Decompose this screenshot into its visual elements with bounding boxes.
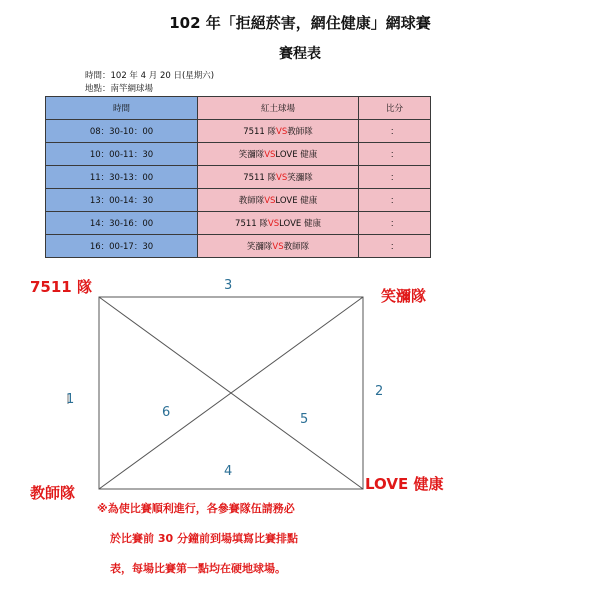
match-time-cell: 14：30-16：00 (46, 212, 198, 235)
header-time: 時間 (46, 97, 198, 120)
team-label-bottom-right: LOVE 健康 (365, 475, 444, 493)
score-cell[interactable]: ： (359, 189, 431, 212)
match-number-top: 3 (224, 278, 233, 293)
score-cell[interactable]: ： (359, 235, 431, 258)
team-b-name: LOVE 健康 (279, 219, 321, 229)
event-venue: 地點：南竿網球場 (85, 84, 154, 94)
vs-label: VS (264, 150, 276, 160)
team-b-name: LOVE 健康 (275, 150, 318, 160)
vs-label: VS (276, 127, 288, 137)
note-line-2: 於比賽前 30 分鐘前到場填寫比賽排點 (110, 532, 298, 545)
match-number-diag-right: 5 (300, 412, 309, 427)
team-label-top-right: 笑瀰隊 (381, 287, 427, 305)
vs-label: VS (264, 196, 276, 206)
match-time-cell: 13：00-14：30 (46, 189, 198, 212)
score-cell[interactable]: ： (359, 166, 431, 189)
team-b-name: 笑瀰隊 (287, 173, 313, 183)
note-line-1: ※為使比賽順利進行，各參賽隊伍請務必 (97, 502, 295, 515)
team-a-name: 笑瀰隊 (238, 150, 265, 160)
team-a-name: 7511 隊 (243, 127, 277, 137)
team-a-name: 教師隊 (238, 196, 265, 206)
header-court: 紅土球場 (198, 97, 359, 120)
event-time: 時間：102 年 4 月 20 日(星期六) (85, 71, 215, 81)
page-subtitle: 賽程表 (279, 46, 321, 62)
team-b-name: 教師隊 (283, 242, 310, 252)
match-time-cell: 16：00-17：30 (46, 235, 198, 258)
score-cell[interactable]: ： (359, 143, 431, 166)
match-number-right: 2 (375, 384, 384, 399)
match-number-bottom: 4 (224, 464, 233, 479)
vs-label: VS (276, 173, 288, 183)
header-score: 比分 (359, 97, 431, 120)
score-cell[interactable]: ： (359, 212, 431, 235)
note-line-3: 表，每場比賽第一點均在硬地球場。 (110, 562, 286, 575)
match-number-diag-left: 6 (162, 405, 171, 420)
team-a-name: 7511 隊 (243, 173, 277, 183)
score-cell[interactable]: ： (359, 120, 431, 143)
match-time-cell: 10：00-11：30 (46, 143, 198, 166)
team-a-name: 7511 隊 (235, 219, 268, 229)
match-time-cell: 11：30-13：00 (46, 166, 198, 189)
vs-label: VS (272, 242, 284, 252)
team-label-bottom-left: 教師隊 (30, 484, 76, 502)
team-b-name: LOVE 健康 (275, 196, 318, 206)
match-number-left: 1 (66, 392, 75, 407)
page-title: 102 年「拒絕菸害，網住健康」網球賽 (169, 14, 431, 32)
team-b-name: 教師隊 (287, 127, 313, 137)
team-a-name: 笑瀰隊 (246, 242, 273, 252)
match-time-cell: 08：30-10：00 (46, 120, 198, 143)
team-label-top-left: 7511 隊 (30, 278, 92, 296)
vs-label: VS (267, 219, 280, 229)
